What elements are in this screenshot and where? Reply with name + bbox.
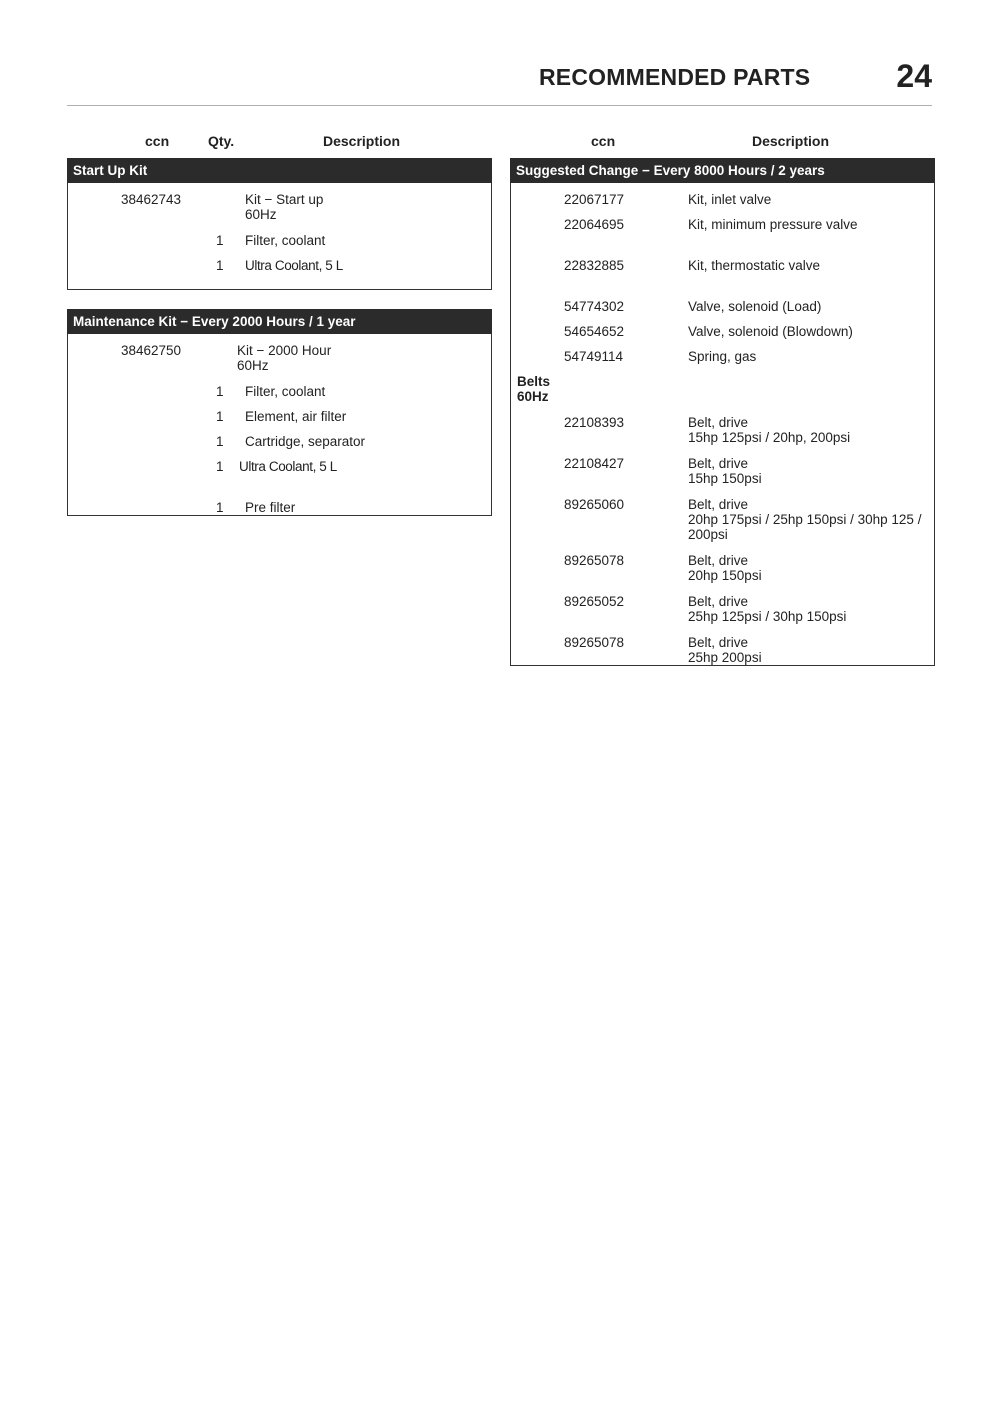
part-ccn: 89265052 xyxy=(564,594,625,609)
page-number: 24 xyxy=(896,58,932,94)
part-description: Belt, drive 25hp 125psi / 30hp 150psi xyxy=(688,594,847,624)
part-ccn: 89265078 xyxy=(564,553,625,568)
part-description: Valve, solenoid (Blowdown) xyxy=(688,324,853,339)
part-description: Filter, coolant xyxy=(245,384,326,399)
part-ccn: 54774302 xyxy=(564,299,625,314)
part-ccn: 22067177 xyxy=(564,192,625,207)
part-description: Belt, drive 20hp 175psi / 25hp 150psi / 30hp 125 / 200psi xyxy=(688,497,922,542)
part-qty: 1 xyxy=(216,409,224,424)
part-ccn: 89265078 xyxy=(564,635,625,650)
part-ccn: 22108393 xyxy=(564,415,625,430)
part-description: Kit, minimum pressure valve xyxy=(688,217,858,232)
startup-kit-table xyxy=(67,158,492,290)
header-divider xyxy=(67,105,932,106)
part-description: Belt, drive 25hp 200psi xyxy=(688,635,762,665)
maintenance-kit-title: Maintenance Kit − Every 2000 Hours / 1 year xyxy=(67,309,492,334)
page-title: RECOMMENDED PARTS xyxy=(539,64,811,90)
part-ccn: 54654652 xyxy=(564,324,625,339)
part-description: Ultra Coolant, 5 L xyxy=(245,258,343,273)
part-description: Cartridge, separator xyxy=(245,434,366,449)
part-description: Spring, gas xyxy=(688,349,757,364)
part-ccn: 38462750 xyxy=(121,343,182,358)
part-qty: 1 xyxy=(216,258,224,273)
part-ccn: 54749114 xyxy=(564,349,624,364)
part-description: Belt, drive 15hp 125psi / 20hp, 200psi xyxy=(688,415,851,445)
part-ccn: 22108427 xyxy=(564,456,625,471)
part-ccn: 89265060 xyxy=(564,497,625,512)
part-qty: 1 xyxy=(216,384,224,399)
part-ccn: 22064695 xyxy=(564,217,625,232)
part-description: Kit − Start up 60Hz xyxy=(245,192,324,222)
part-qty: 1 xyxy=(216,434,224,449)
part-description: Kit − 2000 Hour 60Hz xyxy=(237,343,332,373)
part-description: Kit, thermostatic valve xyxy=(688,258,821,273)
part-qty: 1 xyxy=(216,233,224,248)
suggested-change-title: Suggested Change − Every 8000 Hours / 2 years xyxy=(510,158,935,183)
part-ccn: 38462743 xyxy=(121,192,182,207)
part-qty: 1 xyxy=(216,459,224,474)
part-description: Pre filter xyxy=(245,500,296,515)
right-col-ccn-header: ccn xyxy=(591,133,616,149)
part-description: Element, air filter xyxy=(245,409,347,424)
maintenance-kit-table xyxy=(67,309,492,516)
part-description: Valve, solenoid (Load) xyxy=(688,299,822,314)
left-col-description-header: Description xyxy=(323,133,401,149)
part-qty: 1 xyxy=(216,500,224,515)
part-description: Ultra Coolant, 5 L xyxy=(239,459,337,474)
left-col-qty-header: Qty. xyxy=(208,133,235,149)
part-description: Kit, inlet valve xyxy=(688,192,772,207)
part-description: Belt, drive 20hp 150psi xyxy=(688,553,762,583)
part-description: Belt, drive 15hp 150psi xyxy=(688,456,762,486)
left-col-ccn-header: ccn xyxy=(145,133,170,149)
part-description: Filter, coolant xyxy=(245,233,326,248)
part-ccn: 22832885 xyxy=(564,258,625,273)
belts-subheading: Belts 60Hz xyxy=(517,374,551,404)
suggested-change-table xyxy=(510,158,935,666)
startup-kit-title: Start Up Kit xyxy=(67,158,492,183)
right-col-description-header: Description xyxy=(752,133,830,149)
